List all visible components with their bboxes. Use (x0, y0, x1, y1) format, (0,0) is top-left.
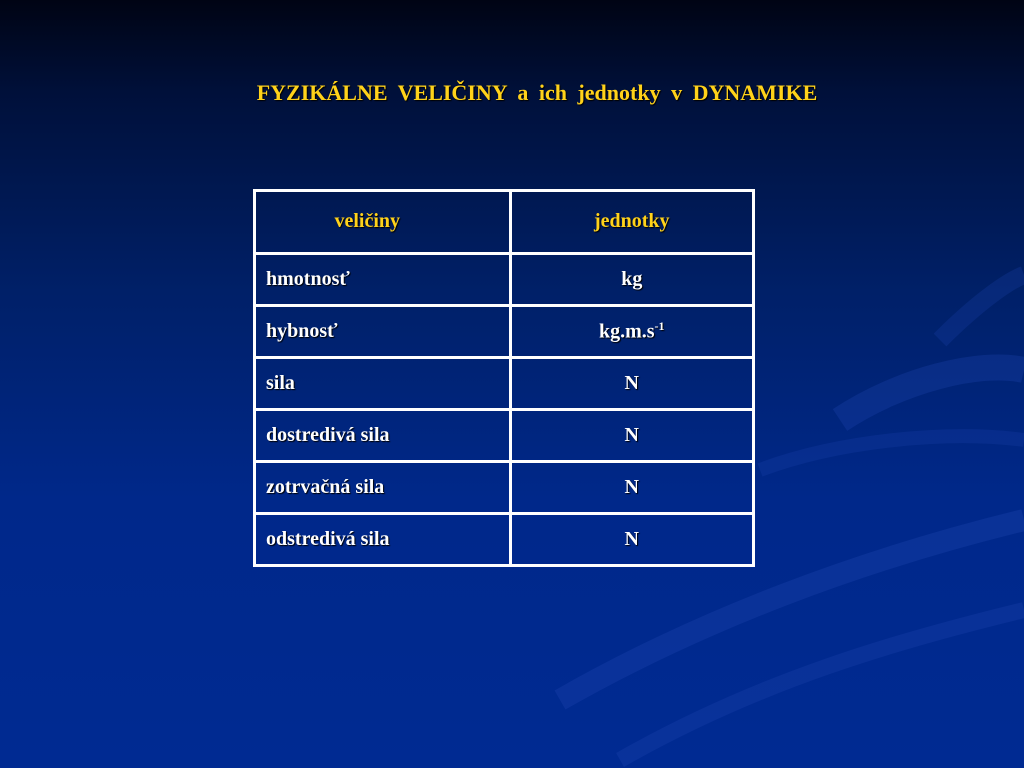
unit-cell (510, 410, 753, 462)
unit-text: kg (621, 268, 643, 290)
table-row (255, 514, 754, 566)
quantity-cell: zotrvačná sila (255, 462, 511, 514)
table-header-row (255, 191, 754, 254)
quantity-cell: odstredivá sila (255, 514, 511, 566)
quantity-cell: sila (255, 358, 511, 410)
unit-text: kg.m.s (598, 320, 655, 343)
unit-cell (510, 358, 753, 410)
header-units: jednotky (510, 191, 753, 254)
slide-title: FYZIKÁLNE VELIČINY a ich jednotky v DYNAMIKE (256, 80, 818, 105)
header-quantities: veličiny (255, 191, 511, 254)
unit-text: N (624, 372, 639, 394)
unit-cell (510, 514, 753, 566)
table-row (255, 254, 754, 306)
unit-cell (510, 306, 753, 358)
table-row (255, 358, 754, 410)
unit-cell (510, 462, 753, 514)
table-row (255, 306, 754, 358)
table-row (255, 462, 754, 514)
unit-cell (510, 254, 753, 306)
unit-text: N (624, 424, 639, 446)
table-row (255, 410, 754, 462)
unit-text: N (624, 476, 639, 498)
quantity-cell: hmotnosť (255, 254, 511, 306)
quantity-cell: dostredivá sila (255, 410, 511, 462)
unit-exponent: -1 (654, 319, 665, 334)
unit-text: N (624, 528, 639, 550)
quantity-cell: hybnosť (255, 306, 511, 358)
units-table (253, 189, 755, 567)
